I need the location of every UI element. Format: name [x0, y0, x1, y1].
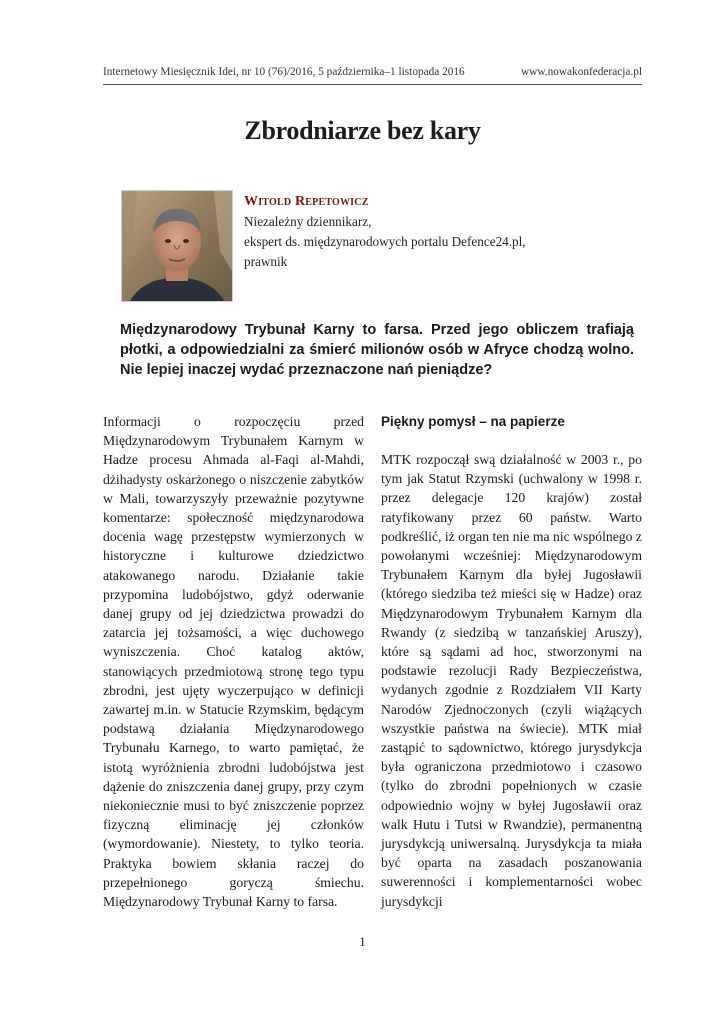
section-heading: Piękny pomysł – na papierze	[381, 414, 565, 429]
page-number: 1	[359, 934, 366, 949]
website-link[interactable]: www.nowakonfederacja.pl	[521, 66, 642, 78]
author-role-line: prawnik	[244, 254, 288, 269]
article-column-right	[381, 412, 642, 911]
article-paragraph: MTK rozpoczął swą działalność w 2003 r., po tym jak Statut Rzymski (uchwalony w 1998 r. przez delegacje 120 krajów) został ratyfikowany przez 60 państw. Warto podkreślić, iż organ ten nie ma nic wspólnego z powołanymi wcześniej: Międzynarodowym Trybunałem Karnym dla byłej Jugosławii (którego siedziba też mieści się w Hadze) oraz Międzynarodowym Trybunałem Karnym dla Rwandy (z siedzibą w tanzańskiej Aruszy), które są sądami ad hoc, stworzonymi na podstawie rezolucji Rady Bezpieczeństwa, wydanych zgodnie z Rozdziałem VII Karty Narodów Zjednoczonych (czyli wiążących wszystkie państwa na świecie). MTK miał zastąpić to sądownictwo, którego jurysdykcja była ograniczona przedmiotowo i czasowo (tylko do zbrodni popełnionych w czasie odpowiednio wojny w byłej Jugosławii oraz walk Hutu i Tutsi w Rwandzie), permanentną jurysdykcją uniwersalną. Jurysdykcja ta miała być oparta na zasadach poszanowania suwerenności i komplementarności wobec jurysdykcji	[381, 452, 642, 909]
article-title: Zbrodniarze bez kary	[244, 116, 481, 145]
article-lead: Międzynarodowy Trybunał Karny to farsa. Przed jego obliczem trafiają płotki, a odpowiedzialni za śmierć milionów osób w Afryce chodzą wolno. Nie lepiej inaczej wydać przeznaczone nań pieniądze?	[120, 322, 634, 378]
author-role-line: ekspert ds. międzynarodowych portalu Defence24.pl,	[244, 234, 526, 249]
publication-info: Internetowy Miesięcznik Idei, nr 10 (76)/2016, 5 października–1 listopada 2016	[103, 66, 465, 78]
article-column-left	[103, 412, 364, 911]
article-paragraph: Informacji o rozpoczęciu przed Międzynarodowym Trybunałem Karnym w Hadze procesu Ahmada al-Faqi al-Mahdi, dżihadysty oskarżonego o niszczenie zabytków w Mali, towarzyszyły przeważnie pozytywne komentarze: społeczność międzynarodowa docenia wagę przestępstw wymierzonych w historyczne i kulturowe dziedzictwo atakowanego narodu. Działanie takie przypomina ludobójstwo, gdyż oderwanie danej grupy od jej dziedzictwa prowadzi do zatarcia jej tożsamości, a więc duchowego wyniszczenia. Choć katalog aktów, stanowiących przedmiotową stronę tego typu zbrodni, jest ujęty wyczerpująco w definicji zawartej m.in. w Statucie Rzymskim, będącym podstawą działania Międzynarodowego Trybunału Karnego, to warto pamiętać, że istotą wyróżnienia zbrodni ludobójstwa jest dążenie do zniszczenia danej grupy, przy czym niekoniecznie musi to być zniszczenie poprzez fizyczną eliminację jej członków (wymordowanie). Niestety, to tylko teoria. Praktyka bowiem skłania raczej do przepełnionego goryczą śmiechu. Międzynarodowy Trybunał Karny to farsa.	[103, 414, 364, 910]
author-portrait-image	[122, 191, 232, 301]
author-name: Witold Repetowicz	[244, 194, 369, 209]
author-role-line: Niezależny dziennikarz,	[244, 214, 372, 229]
author-photo	[121, 190, 233, 302]
page-header	[103, 66, 642, 85]
